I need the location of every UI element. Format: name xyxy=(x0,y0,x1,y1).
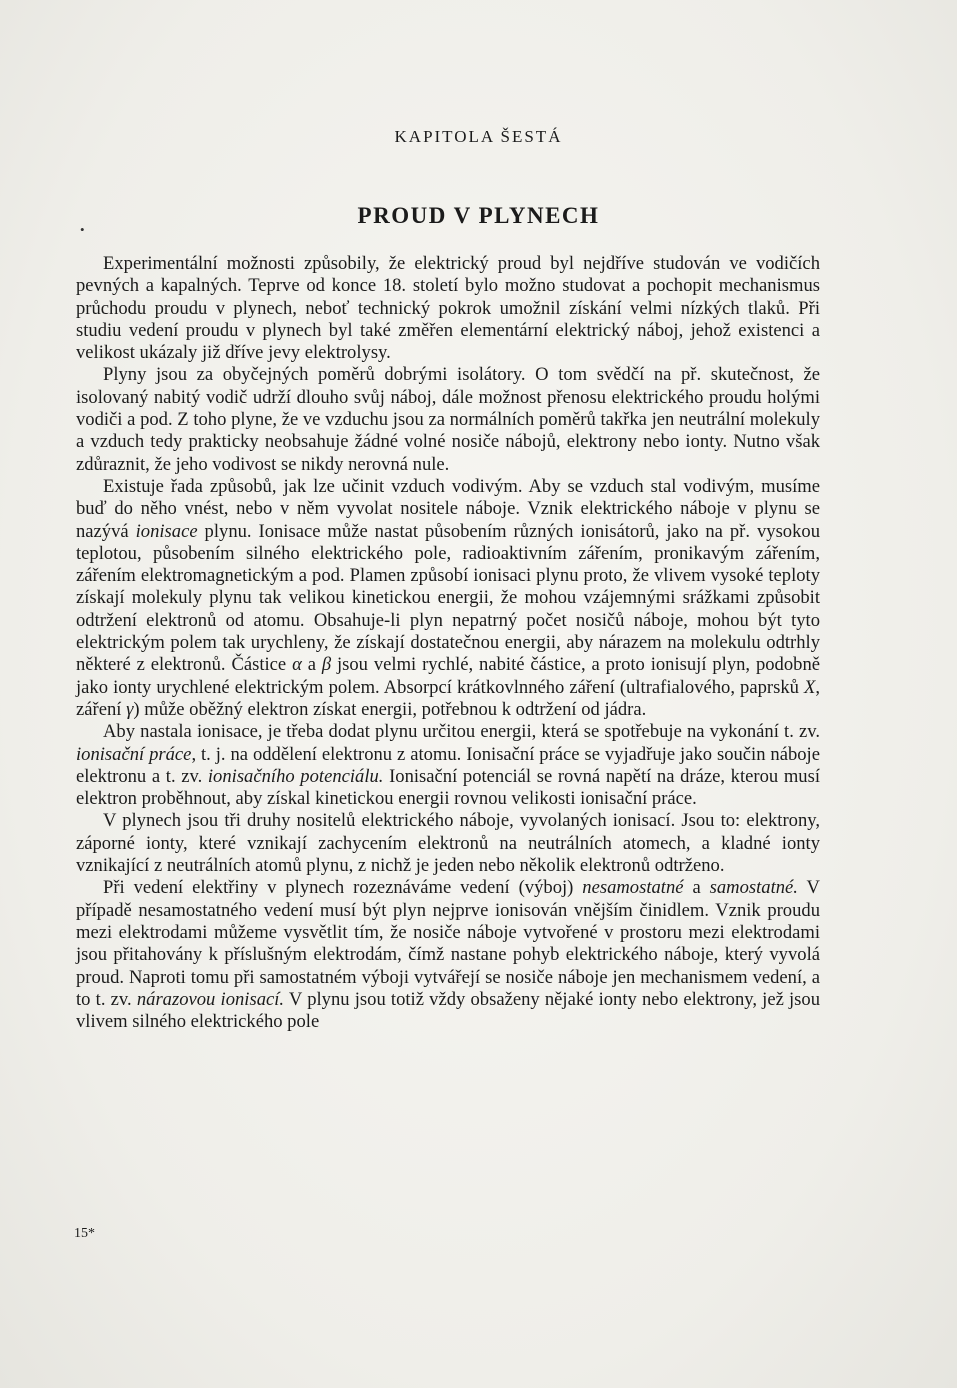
text-run: V případě nesamostatného vedení musí být plyn nejprve ionisován vnějším činidlem. Vznik proudu mezi elektrodami můžeme vysvětlit tím, že nosiče náboje vytvořené v prostoru mezi elektrodami jsou přitahovány k příslušným elektrodám, čímž nastane pohyb elektrického náboje, který vyvolá proud. Naproti tomu při samostatném výboji vytvářejí se nosiče náboje jen mechanismem vedení, a to t. zv. xyxy=(76,877,820,1010)
text-run: Ionisační potenciál se rovná napětí na dráze, kterou musí elektron proběhnout, aby získal kinetickou energii rovnou velikosti ionisační práce. xyxy=(76,765,820,810)
emphasized-text: nárazovou ionisací. xyxy=(136,988,285,1010)
paragraph xyxy=(76,364,820,475)
paragraph xyxy=(76,877,820,1033)
body-text xyxy=(76,253,820,1033)
emphasized-text: ionisační práce xyxy=(76,743,192,765)
text-run: a xyxy=(301,654,322,676)
text-run: , t. j. na oddělení elektronu z atomu. Ionisační práce se vyjadřuje jako součin náboje elektronu a t. zv. xyxy=(76,743,820,787)
text-run: Existuje řada způsobů, jak lze učinit vzduch vodivým. Aby se vzduch stal vodivým, musíme buď do něho vnést, nebo v něm vyvolat nositele náboje. Vznik elektrického náboje v plynu se nazývá xyxy=(76,475,820,542)
signature-mark: 15* xyxy=(74,1226,95,1241)
text-run: jsou velmi rychlé, nabité částice, a proto ionisují plyn, podobně jako ionty urychlené elektrickým polem. Absorpcí krátkovlnného záření (ultrafialového, paprsků xyxy=(76,654,820,698)
text-run: ) může oběžný elektron získat energii, potřebnou k odtržení od jádra. xyxy=(133,698,647,720)
emphasized-text: nesamostatné xyxy=(582,877,684,899)
text-run: Při vedení elektřiny v plynech rozeznáváme vedení (výboj) xyxy=(103,877,583,899)
emphasized-text: α xyxy=(292,654,302,676)
text-run: plynu. Ionisace může nastat působením různých ionisátorů, jako na př. vysokou teplotou, působením silného elektrického pole, radioaktivním zářením, pronikavým zářením, zářením elektromagnetickým a pod. Plamen způsobí ionisaci plynu proto, že vlivem vysoké teploty získají molekuly plynu tak velikou kinetickou energii, že mohou vzájemnými srážkami způsobit odtržení elektronů od atomu. Obsahuje-li plyn nepatrný počet nosičů náboje, mohou být tyto elektrickým polem tak urychleny, že získají dostatečnou energii, aby nárazem na molekulu odtrhly některé z elektronů. Částice xyxy=(76,520,820,676)
text-run: , záření xyxy=(76,676,820,720)
paragraph xyxy=(76,253,820,364)
text-run: Plyny jsou za obyčejných poměrů dobrými isolátory. O tom svědčí na př. skutečnost, že isolovaný nabitý vodič udrží dlouho svůj náboj, dále možnost přenosu elektrického proudu holými vodiči a pod. Z toho plyne, že ve vzduchu jsou za normálních poměrů takřka jen neutrální molekuly a vzduch tedy prakticky neobsahuje žádné volné nosiče nábojů, elektrony nebo ionty. Nutno však zdůraznit, že jeho vodivost se nikdy nerovná nule. xyxy=(76,364,820,475)
emphasized-text: X xyxy=(803,676,816,698)
text-run: a xyxy=(683,877,710,899)
emphasized-text: γ xyxy=(126,698,134,720)
emphasized-text: samostatné. xyxy=(709,877,798,899)
text-run: V plynu jsou totiž vždy obsaženy nějaké ionty nebo elektrony, jež jsou vlivem silného elektrického pole xyxy=(76,988,821,1033)
paragraph xyxy=(76,721,820,810)
paragraph xyxy=(76,810,820,877)
decorative-mark: • xyxy=(80,222,85,237)
text-run: Experimentální možnosti způsobily, že elektrický proud byl nejdříve studován ve vodičích pevných a kapalných. Teprve od konce 18. století bylo možno studovat a pochopit mechanismus průchodu proudu v plynech, neboť technický pokrok umožnil získání velmi nízkých tlaků. Při studiu vedení proudu v plynech byl také změřen elementární elektrický náboj, jehož existenci a velikost ukázaly již dříve jevy elektrolysy. xyxy=(76,253,820,364)
text-run: V plynech jsou tři druhy nositelů elektrického náboje, vyvolaných ionisací. Jsou to: elektrony, záporné ionty, které vznikají zachycením elektronů na neutrálních atomech, a kladné ionty vznikající z neutrálních atomů plynu, z nichž je jeden nebo několik elektronů odtrženo. xyxy=(76,810,820,877)
paragraph xyxy=(76,476,820,721)
text-run: Aby nastala ionisace, je třeba dodat plynu určitou energii, která se spotřebuje na vykonání t. zv. xyxy=(103,721,820,743)
section-heading: PROUD V PLYNECH xyxy=(357,203,600,228)
emphasized-text: β xyxy=(321,654,332,676)
emphasized-text: ionisačního potenciálu. xyxy=(207,765,384,787)
chapter-label: KAPITOLA ŠESTÁ xyxy=(394,127,563,146)
emphasized-text: ionisace xyxy=(135,520,198,542)
